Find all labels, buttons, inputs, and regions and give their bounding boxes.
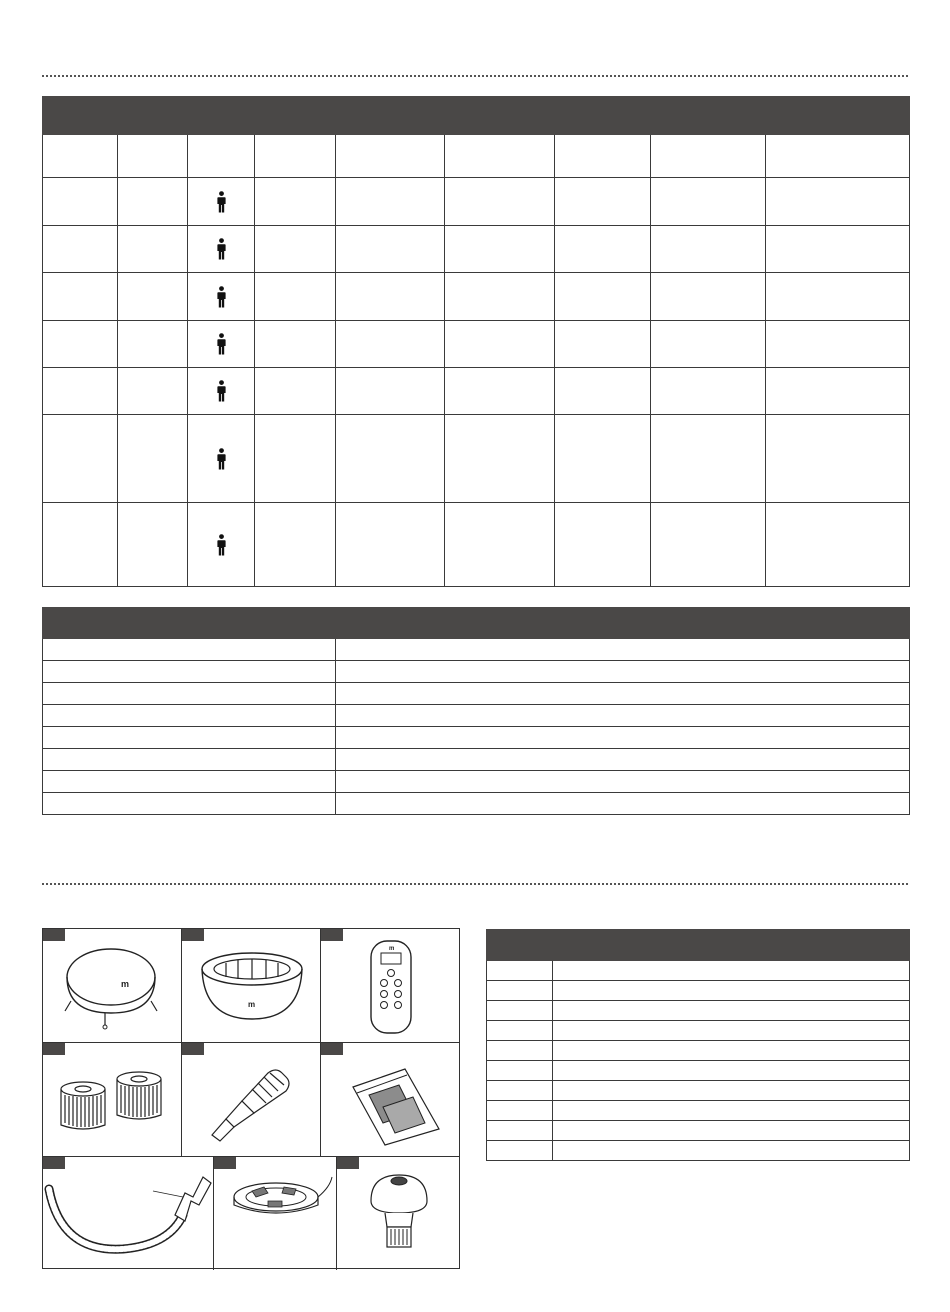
spec-row	[43, 503, 910, 587]
spec-cell	[43, 226, 118, 273]
spec-header-cell	[118, 135, 188, 178]
parts-row	[487, 1101, 910, 1121]
filter-cartridges-icon	[43, 1043, 182, 1157]
hose-icon	[43, 1157, 214, 1270]
spec-row	[43, 415, 910, 503]
drain-adapter-icon	[182, 1043, 321, 1157]
spec-cell	[43, 368, 118, 415]
parameter-name-cell	[43, 639, 336, 661]
spec-row	[43, 321, 910, 368]
spec-cell	[43, 178, 118, 226]
spec-cell	[651, 503, 766, 587]
parameter-header-right	[336, 608, 910, 639]
spec-cell	[555, 368, 651, 415]
parameter-row	[43, 639, 910, 661]
parts-row	[487, 1061, 910, 1081]
part-number-cell	[487, 1121, 553, 1141]
spec-cell	[255, 273, 336, 321]
spec-cell	[336, 273, 445, 321]
spec-cell	[336, 321, 445, 368]
remote-control-icon	[321, 929, 460, 1043]
spec-cell	[43, 321, 118, 368]
spec-header-cell	[766, 135, 910, 178]
spec-cell	[445, 321, 555, 368]
spec-cell	[336, 368, 445, 415]
spec-row	[43, 178, 910, 226]
section-divider-top	[42, 75, 908, 77]
parameter-row	[43, 771, 910, 793]
specification-table	[42, 96, 910, 587]
parts-row	[487, 1141, 910, 1161]
spec-cell	[766, 503, 910, 587]
section-divider-bottom	[42, 883, 908, 885]
parts-row	[487, 1081, 910, 1101]
parameter-value-cell	[336, 661, 910, 683]
parameter-name-cell	[43, 661, 336, 683]
accessory-cell-floater	[337, 1157, 461, 1270]
led-strip-icon	[214, 1157, 337, 1270]
spec-cell	[336, 226, 445, 273]
parameter-name-cell	[43, 683, 336, 705]
person-icon	[217, 286, 226, 308]
spec-header-cell	[555, 135, 651, 178]
parameter-row	[43, 727, 910, 749]
accessory-cell-spa	[182, 929, 321, 1043]
spec-cell	[445, 226, 555, 273]
accessory-cell-patches	[321, 1043, 460, 1157]
spec-cell	[766, 415, 910, 503]
spec-header-cell	[43, 135, 118, 178]
parameter-value-cell	[336, 771, 910, 793]
spec-cell	[118, 273, 188, 321]
accessory-cell-hose	[43, 1157, 214, 1270]
spec-cell	[336, 178, 445, 226]
spec-cell	[766, 226, 910, 273]
parts-row	[487, 1021, 910, 1041]
spec-cell	[255, 415, 336, 503]
spec-cell	[43, 273, 118, 321]
part-description-cell	[553, 1081, 910, 1101]
part-number-cell	[487, 1101, 553, 1121]
parameter-row	[43, 793, 910, 815]
spec-cell	[255, 368, 336, 415]
parts-row	[487, 981, 910, 1001]
spec-table-title-band	[43, 97, 910, 135]
spec-cell	[188, 415, 255, 503]
part-number-cell	[487, 1021, 553, 1041]
parameter-value-cell	[336, 683, 910, 705]
part-number-cell	[487, 961, 553, 981]
spec-cell	[766, 178, 910, 226]
spec-cell	[43, 503, 118, 587]
spec-cell	[555, 503, 651, 587]
parameter-name-cell	[43, 771, 336, 793]
spec-cell	[445, 415, 555, 503]
spec-cell	[651, 226, 766, 273]
spec-row	[43, 368, 910, 415]
parts-row	[487, 1001, 910, 1021]
parts-row	[487, 961, 910, 981]
parameter-value-cell	[336, 749, 910, 771]
spec-cell	[43, 415, 118, 503]
part-description-cell	[553, 961, 910, 981]
spec-cell	[651, 415, 766, 503]
spec-cell	[255, 178, 336, 226]
spec-cell	[118, 178, 188, 226]
spec-cell	[651, 178, 766, 226]
spec-header-cell	[336, 135, 445, 178]
accessory-cell-remote	[321, 929, 460, 1043]
svg-text:m: m	[121, 979, 130, 989]
parameter-row	[43, 705, 910, 727]
part-description-cell	[553, 981, 910, 1001]
parameter-value-cell	[336, 727, 910, 749]
parameter-value-cell	[336, 793, 910, 815]
parameter-name-cell	[43, 793, 336, 815]
spec-cell	[255, 503, 336, 587]
person-icon	[217, 534, 226, 556]
spec-cell	[188, 226, 255, 273]
spec-header-cell	[445, 135, 555, 178]
person-icon	[217, 333, 226, 355]
accessory-cell-led-strip	[214, 1157, 337, 1270]
part-number-cell	[487, 1061, 553, 1081]
parameter-table	[42, 607, 910, 815]
spec-cell	[445, 178, 555, 226]
spec-row	[43, 273, 910, 321]
spec-cell	[445, 503, 555, 587]
inflatable-spa-icon	[182, 929, 321, 1043]
parts-row	[487, 1041, 910, 1061]
part-number-cell	[487, 1141, 553, 1161]
spec-cell	[188, 368, 255, 415]
part-description-cell	[553, 1121, 910, 1141]
spec-cell	[766, 273, 910, 321]
part-description-cell	[553, 1041, 910, 1061]
spec-cell	[188, 503, 255, 587]
parts-header-description	[553, 930, 910, 961]
spec-row	[43, 226, 910, 273]
parameter-name-cell	[43, 749, 336, 771]
spec-table-header-row	[43, 135, 910, 178]
accessory-grid	[42, 928, 460, 1269]
spec-cell	[255, 321, 336, 368]
parameter-name-cell	[43, 727, 336, 749]
spec-cell	[118, 503, 188, 587]
spec-cell	[188, 321, 255, 368]
spec-cell	[555, 226, 651, 273]
spec-cell	[555, 178, 651, 226]
spec-header-cell	[651, 135, 766, 178]
parameter-value-cell	[336, 639, 910, 661]
spec-cell	[445, 273, 555, 321]
parameter-name-cell	[43, 705, 336, 727]
spec-cell	[555, 273, 651, 321]
chemical-floater-icon	[337, 1157, 461, 1270]
spec-header-cell	[188, 135, 255, 178]
parts-list-table	[486, 929, 910, 1161]
spec-cell	[336, 503, 445, 587]
part-description-cell	[553, 1021, 910, 1041]
part-description-cell	[553, 1101, 910, 1121]
accessory-cell-cover	[43, 929, 182, 1043]
svg-text:m: m	[389, 946, 395, 952]
part-number-cell	[487, 1041, 553, 1061]
spec-cell	[336, 415, 445, 503]
part-number-cell	[487, 1081, 553, 1101]
person-icon	[217, 448, 226, 470]
spec-cell	[651, 368, 766, 415]
spec-cell	[118, 415, 188, 503]
person-icon	[217, 238, 226, 260]
part-description-cell	[553, 1141, 910, 1161]
parts-row	[487, 1121, 910, 1141]
part-number-cell	[487, 981, 553, 1001]
part-number-cell	[487, 1001, 553, 1021]
parameter-row	[43, 683, 910, 705]
person-icon	[217, 380, 226, 402]
parameter-row	[43, 749, 910, 771]
accessory-cell-adapter	[182, 1043, 321, 1157]
accessory-cell-filters	[43, 1043, 182, 1157]
parts-header-number	[487, 930, 553, 961]
spec-cell	[255, 226, 336, 273]
svg-text:m: m	[248, 1000, 256, 1009]
spec-cell	[188, 178, 255, 226]
spec-cell	[118, 226, 188, 273]
parameter-value-cell	[336, 705, 910, 727]
spec-cell	[188, 273, 255, 321]
spec-cell	[766, 368, 910, 415]
spec-cell	[651, 321, 766, 368]
spec-cell	[555, 415, 651, 503]
spa-cover-icon	[43, 929, 182, 1043]
spec-cell	[118, 368, 188, 415]
parameter-header-left	[43, 608, 336, 639]
spec-cell	[651, 273, 766, 321]
repair-patches-icon	[321, 1043, 460, 1157]
spec-cell	[118, 321, 188, 368]
spec-header-cell	[255, 135, 336, 178]
spec-cell	[445, 368, 555, 415]
spec-cell	[766, 321, 910, 368]
parameter-row	[43, 661, 910, 683]
part-description-cell	[553, 1061, 910, 1081]
person-icon	[217, 191, 226, 213]
part-description-cell	[553, 1001, 910, 1021]
spec-cell	[555, 321, 651, 368]
